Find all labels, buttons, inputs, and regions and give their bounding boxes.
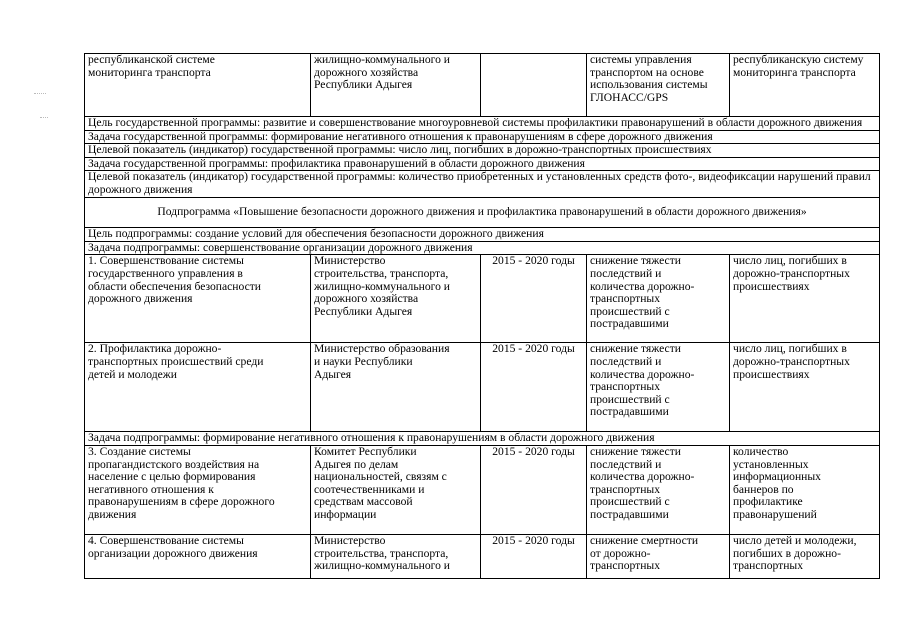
program-goal-row — [85, 117, 880, 131]
table-row — [85, 255, 880, 343]
executor-cell: Комитет Республики Адыгея по делам национальностей, связям с соотечественниками и средствам массовой информации — [311, 445, 481, 534]
subprogram-task: Задача подпрограммы: формирование негативного отношения к правонарушениям в области дорожного движения — [85, 432, 880, 446]
period-cell: 2015 - 2020 годы — [481, 343, 587, 432]
result-cell: снижение смертности от дорожно- транспортных — [587, 534, 730, 578]
subprogram-title: Подпрограмма «Повышение безопасности дорожного движения и профилактика правонарушений в области дорожного движения» — [85, 197, 880, 228]
result-cell: системы управления транспортом на основе использования системы ГЛОНАСС/GPS — [587, 54, 730, 117]
table-row — [85, 534, 880, 578]
indicator-cell: число лиц, погибших в дорожно-транспортных происшествиях — [730, 255, 880, 343]
table-row — [85, 54, 880, 117]
indicator-cell: число лиц, погибших в дорожно-транспортных происшествиях — [730, 343, 880, 432]
program-indicator-row — [85, 144, 880, 158]
program-activities-table — [84, 53, 880, 579]
activity-cell: 3. Создание системы пропагандистского воздействия на население с целью формирования негативного отношения к правонарушениям в сфере дорожного движения — [85, 445, 311, 534]
period-cell — [481, 54, 587, 117]
period-cell: 2015 - 2020 годы — [481, 534, 587, 578]
result-cell: снижение тяжести последствий и количества дорожно- транспортных происшествий с пострадавшими — [587, 255, 730, 343]
activity-cell: 4. Совершенствование системы организации дорожного движения — [85, 534, 311, 578]
subprogram-goal: Цель подпрограммы: создание условий для обеспечения безопасности дорожного движения — [85, 228, 880, 242]
program-goal: Цель государственной программы: развитие и совершенствование многоуровневой системы профилактики правонарушений в области дорожного движения — [85, 117, 880, 131]
program-task: Задача государственной программы: формирование негативного отношения к правонарушениям в сфере дорожного движения — [85, 130, 880, 144]
indicator-cell: количество установленных информационных баннеров по профилактике правонарушений — [730, 445, 880, 534]
program-indicator-row — [85, 171, 880, 197]
program-indicator: Целевой показатель (индикатор) государственной программы: число лиц, погибших в дорожно-транспортных происшествиях — [85, 144, 880, 158]
program-task: Задача государственной программы: профилактика правонарушений в области дорожного движения — [85, 157, 880, 171]
result-cell: снижение тяжести последствий и количества дорожно- транспортных происшествий с пострадавшими — [587, 445, 730, 534]
scan-artifact — [34, 93, 46, 94]
subprogram-task: Задача подпрограммы: совершенствование организации дорожного движения — [85, 241, 880, 255]
table-row — [85, 445, 880, 534]
executor-cell: Министерство строительства, транспорта, жилищно-коммунального и дорожного хозяйства Республики Адыгея — [311, 255, 481, 343]
subprogram-title-row — [85, 197, 880, 228]
program-task-row — [85, 130, 880, 144]
subprogram-task-row — [85, 432, 880, 446]
program-table-page — [84, 53, 879, 579]
subprogram-task-row — [85, 241, 880, 255]
scan-artifact — [40, 117, 48, 118]
executor-cell: жилищно-коммунального и дорожного хозяйства Республики Адыгея — [311, 54, 481, 117]
activity-cell: республиканской системе мониторинга транспорта — [85, 54, 311, 117]
program-task-row — [85, 157, 880, 171]
activity-cell: 1. Совершенствование системы государственного управления в области обеспечения безопасности дорожного движения — [85, 255, 311, 343]
program-indicator: Целевой показатель (индикатор) государственной программы: количество приобретенных и установленных средств фото-, видеофиксации нарушений правил дорожного движения — [85, 171, 880, 197]
period-cell: 2015 - 2020 годы — [481, 255, 587, 343]
subprogram-goal-row — [85, 228, 880, 242]
executor-cell: Министерство образования и науки Республики Адыгея — [311, 343, 481, 432]
table-row — [85, 343, 880, 432]
executor-cell: Министерство строительства, транспорта, жилищно-коммунального и — [311, 534, 481, 578]
activity-cell: 2. Профилактика дорожно- транспортных происшествий среди детей и молодежи — [85, 343, 311, 432]
indicator-cell: республиканскую систему мониторинга транспорта — [730, 54, 880, 117]
result-cell: снижение тяжести последствий и количества дорожно- транспортных происшествий с пострадавшими — [587, 343, 730, 432]
period-cell: 2015 - 2020 годы — [481, 445, 587, 534]
indicator-cell: число детей и молодежи, погибших в дорожно- транспортных — [730, 534, 880, 578]
